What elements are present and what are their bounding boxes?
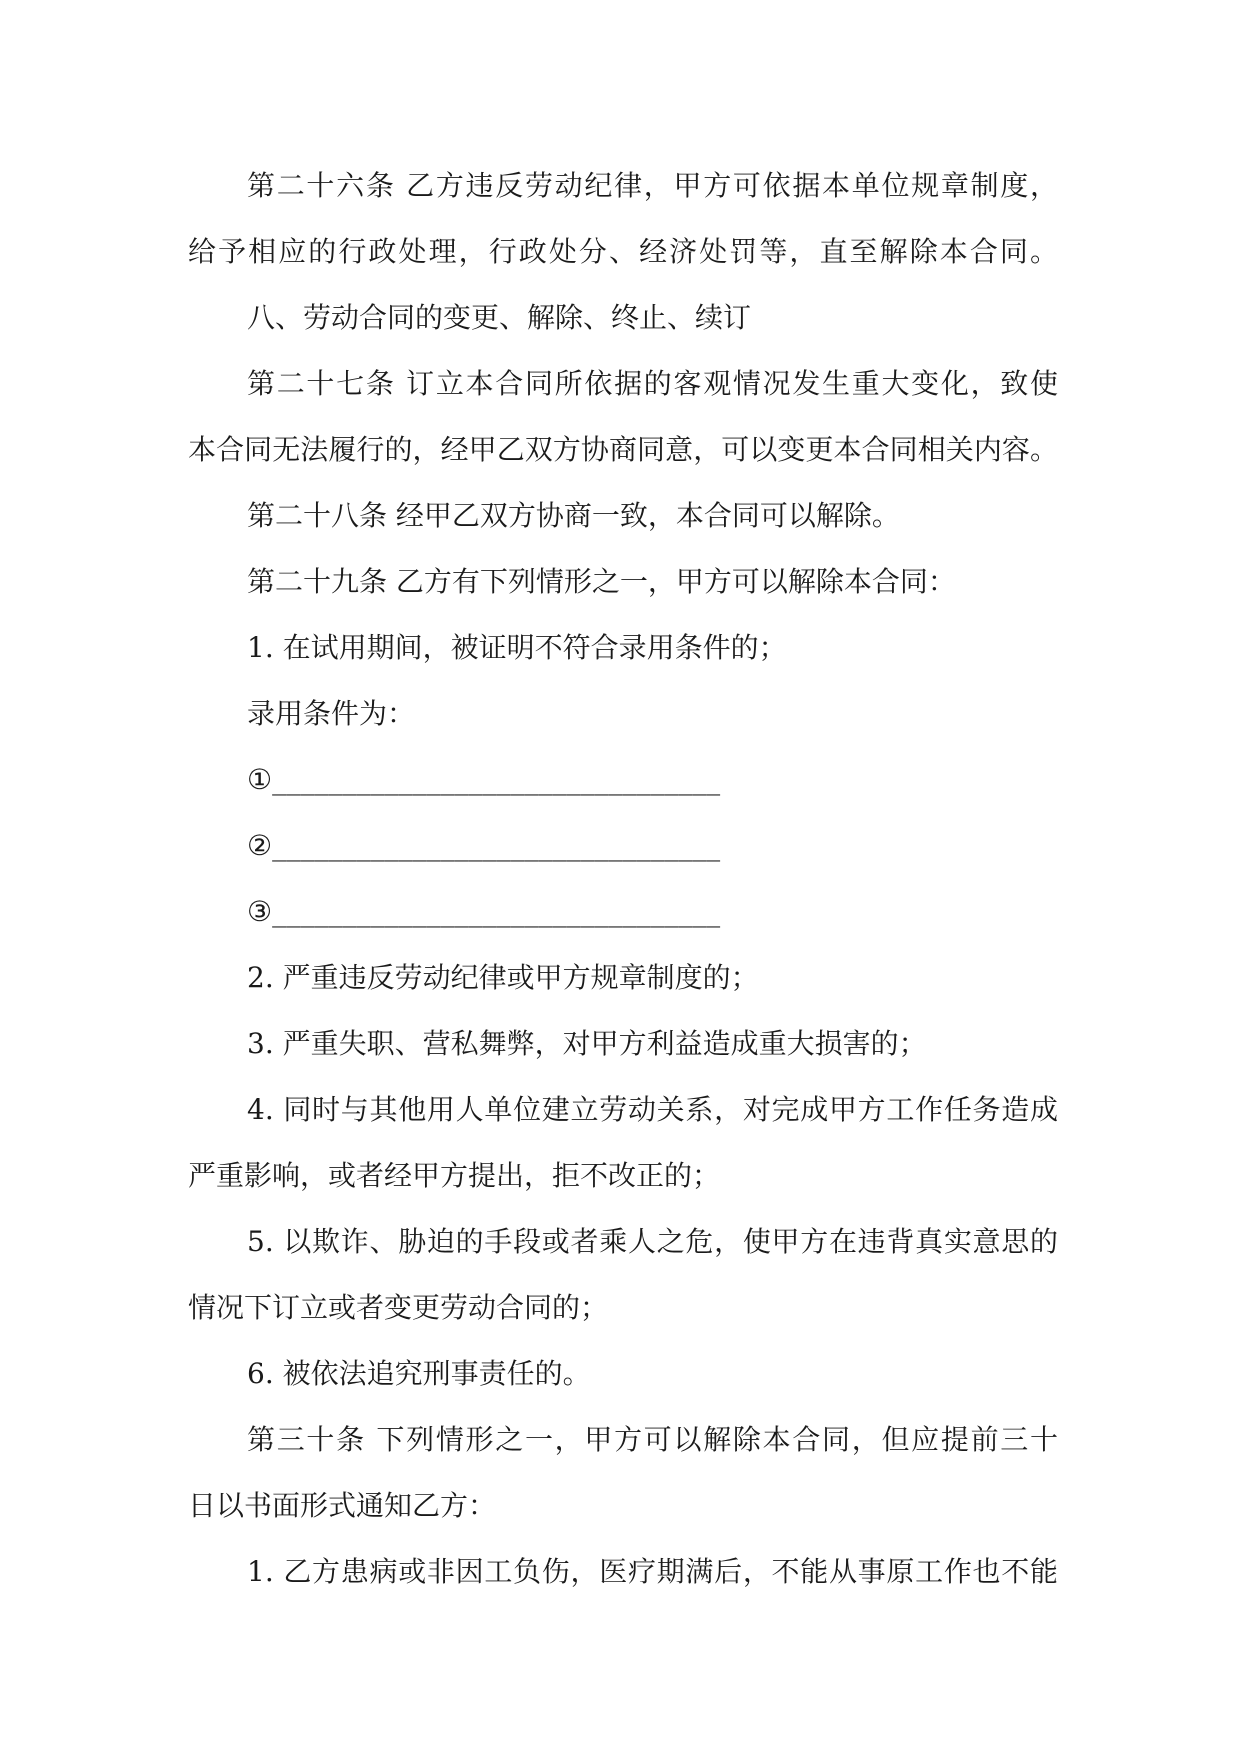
blank-field-3: ③________________________________: [247, 895, 721, 928]
text-line: 第二十六条 乙方违反劳动纪律，甲方可依据本单位规章制度，: [247, 169, 1058, 202]
list-item: 5. 以欺诈、胁迫的手段或者乘人之危，使甲方在违背真实意思的: [247, 1225, 1058, 1258]
text-line: 日以书面形式通知乙方：: [188, 1489, 497, 1522]
list-item: 4. 同时与其他用人单位建立劳动关系，对完成甲方工作任务造成: [247, 1093, 1058, 1126]
text-line: 给予相应的行政处理，行政处分、经济处罚等，直至解除本合同。: [188, 235, 1058, 268]
list-item: 3. 严重失职、营私舞弊，对甲方利益造成重大损害的；: [247, 1027, 927, 1060]
text-line: 情况下订立或者变更劳动合同的；: [188, 1291, 609, 1324]
text-line: 本合同无法履行的，经甲乙双方协商同意，可以变更本合同相关内容。: [188, 433, 1058, 466]
blank-field-2: ②________________________________: [247, 829, 721, 862]
text-line: 第三十条 下列情形之一，甲方可以解除本合同，但应提前三十: [247, 1423, 1058, 1456]
list-item: 2. 严重违反劳动纪律或甲方规章制度的；: [247, 961, 759, 994]
text-line: 录用条件为：: [247, 697, 416, 730]
list-item: 6. 被依法追究刑事责任的。: [247, 1357, 591, 1390]
text-line: 第二十七条 订立本合同所依据的客观情况发生重大变化，致使: [247, 367, 1058, 400]
blank-field-1: ①________________________________: [247, 763, 721, 796]
list-item: 1. 乙方患病或非因工负伤，医疗期满后，不能从事原工作也不能: [247, 1555, 1058, 1588]
text-line: 第二十九条 乙方有下列情形之一，甲方可以解除本合同：: [247, 565, 956, 598]
text-line: 严重影响，或者经甲方提出，拒不改正的；: [188, 1159, 721, 1192]
section-heading: 八、劳动合同的变更、解除、终止、续订: [247, 301, 752, 334]
text-line: 第二十八条 经甲乙双方协商一致，本合同可以解除。: [247, 499, 900, 532]
list-item: 1. 在试用期间，被证明不符合录用条件的；: [247, 631, 787, 664]
